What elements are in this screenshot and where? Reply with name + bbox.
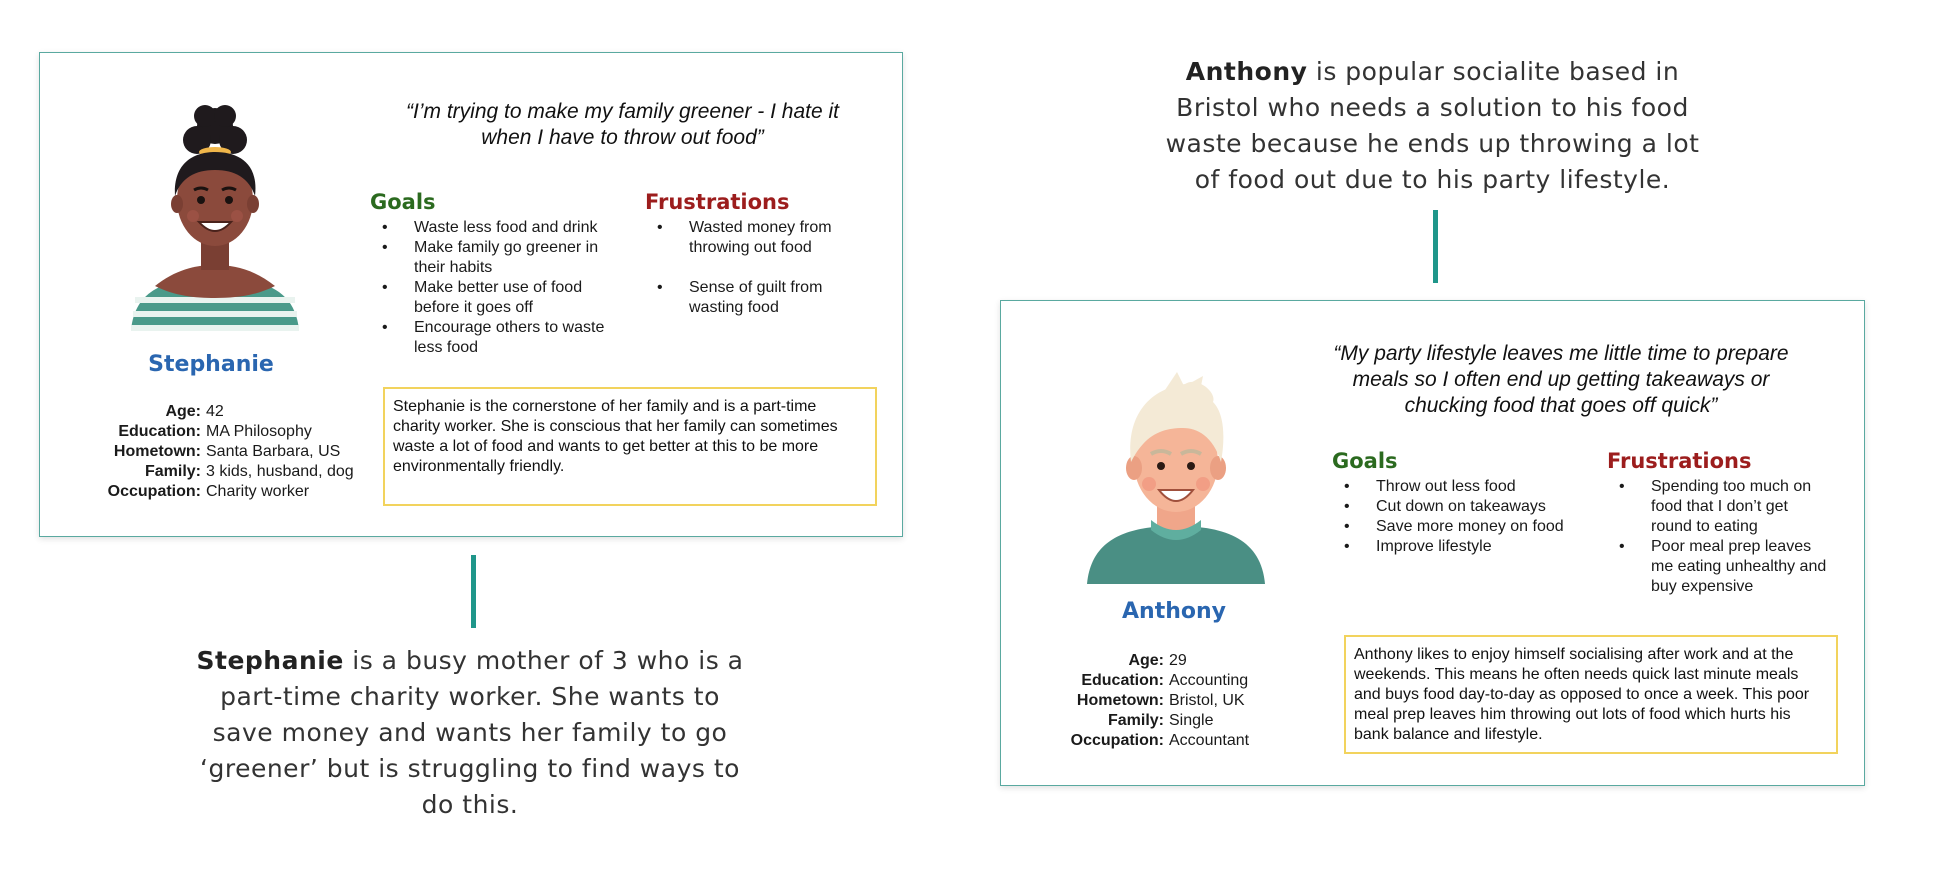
detail-value: 3 kids, husband, dog: [206, 463, 354, 480]
detail-value: Charity worker: [206, 483, 310, 500]
detail-label: Education:: [118, 423, 201, 440]
goals-list: [1332, 477, 1592, 557]
persona-summary: Stephanie is the cornerstone of her family and is a part-time charity worker. She is conscious that her family can sometimes waste a lot of food and wants to get better at this to be more environmentally friendly.: [383, 387, 877, 506]
persona-name: Anthony: [1122, 599, 1226, 624]
persona-card-stephanie: [39, 52, 903, 537]
detail-label: Age:: [1128, 652, 1164, 669]
goals-list: [370, 218, 620, 358]
persona-summary: Anthony likes to enjoy himself socialising after work and at the weekends. This means he often needs quick last minute meals and buys food day-to-day as opposed to once a week. This poor meal prep leaves him throwing out lots of food which hurts his bank balance and lifestyle.: [1344, 635, 1838, 754]
goal-item: • Save more money on food: [1332, 517, 1592, 537]
detail-value: Single: [1169, 712, 1214, 729]
frustration-item: • Sense of guilt from wasting food: [645, 278, 875, 318]
frustration-item: • Wasted money from throwing out food: [645, 218, 875, 258]
frustrations-heading: Frustrations: [645, 190, 790, 214]
detail-label: Hometown:: [113, 443, 201, 460]
caption-name: Anthony: [1185, 57, 1308, 86]
goal-item: • Improve lifestyle: [1332, 537, 1592, 557]
goal-item: • Make family go greener in their habits: [370, 238, 620, 278]
detail-label: Occupation:: [1070, 732, 1164, 749]
goals-heading: Goals: [370, 190, 436, 214]
connector-stephanie: [471, 555, 476, 628]
detail-row-education: [1003, 671, 1249, 691]
detail-row-occupation: [1003, 731, 1249, 751]
detail-label: Hometown:: [1076, 692, 1164, 709]
frustrations-list: [645, 218, 875, 318]
detail-label: Education:: [1081, 672, 1164, 689]
detail-row-family: [40, 462, 354, 482]
goal-item: • Encourage others to waste less food: [370, 318, 620, 358]
caption-text: is a busy mother of 3 who is a part-time charity worker. She wants to save money and wants her family to go ‘greener’ but is struggling to find ways to do this.: [200, 646, 744, 819]
detail-row-age: [40, 402, 354, 422]
persona-card-anthony: [1000, 300, 1865, 786]
frustrations-list: [1607, 477, 1827, 597]
caption-name: Stephanie: [196, 646, 344, 675]
persona-name: Stephanie: [148, 352, 274, 377]
detail-value: 42: [206, 403, 224, 420]
frustration-item: • Spending too much on food that I don’t get round to eating: [1607, 477, 1827, 537]
detail-value: MA Philosophy: [206, 423, 312, 440]
detail-row-education: [40, 422, 354, 442]
detail-value: 29: [1169, 652, 1187, 669]
persona-quote: “I’m trying to make my family greener - I hate it when I have to throw out food”: [406, 100, 839, 149]
detail-label: Family:: [1107, 712, 1164, 729]
goal-item: • Make better use of food before it goes off: [370, 278, 620, 318]
caption-text: is popular socialite based in Bristol who needs a solution to his food waste because he ends up throwing a lot of food out due to his party lifestyle.: [1165, 57, 1700, 194]
frustrations-heading: Frustrations: [1607, 449, 1752, 473]
detail-value: Bristol, UK: [1169, 692, 1245, 709]
detail-row-hometown: [1003, 691, 1249, 711]
anthony-avatar-illustration: [1085, 370, 1267, 584]
detail-label: Occupation:: [107, 483, 201, 500]
goals-heading: Goals: [1332, 449, 1398, 473]
stephanie-caption: [190, 643, 750, 823]
goal-item: • Cut down on takeaways: [1332, 497, 1592, 517]
connector-anthony: [1433, 210, 1438, 283]
frustration-item: • Poor meal prep leaves me eating unhealthy and buy expensive: [1607, 537, 1827, 597]
persona-details: [1003, 651, 1249, 751]
detail-row-hometown: [40, 442, 354, 462]
persona-details: [40, 402, 354, 502]
detail-row-occupation: [40, 482, 354, 502]
goal-item: • Waste less food and drink: [370, 218, 620, 238]
detail-row-age: [1003, 651, 1249, 671]
anthony-caption: [1160, 54, 1705, 198]
detail-label: Age:: [165, 403, 201, 420]
detail-value: Accountant: [1169, 732, 1250, 749]
detail-value: Accounting: [1169, 672, 1249, 689]
detail-value: Santa Barbara, US: [206, 443, 341, 460]
detail-label: Family:: [144, 463, 201, 480]
persona-quote: “My party lifestyle leaves me little time to prepare meals so I often end up getting takeaways or chucking food that goes off quick”: [1333, 342, 1789, 417]
stephanie-avatar-illustration: [125, 100, 305, 336]
detail-row-family: [1003, 711, 1249, 731]
goal-item: • Throw out less food: [1332, 477, 1592, 497]
